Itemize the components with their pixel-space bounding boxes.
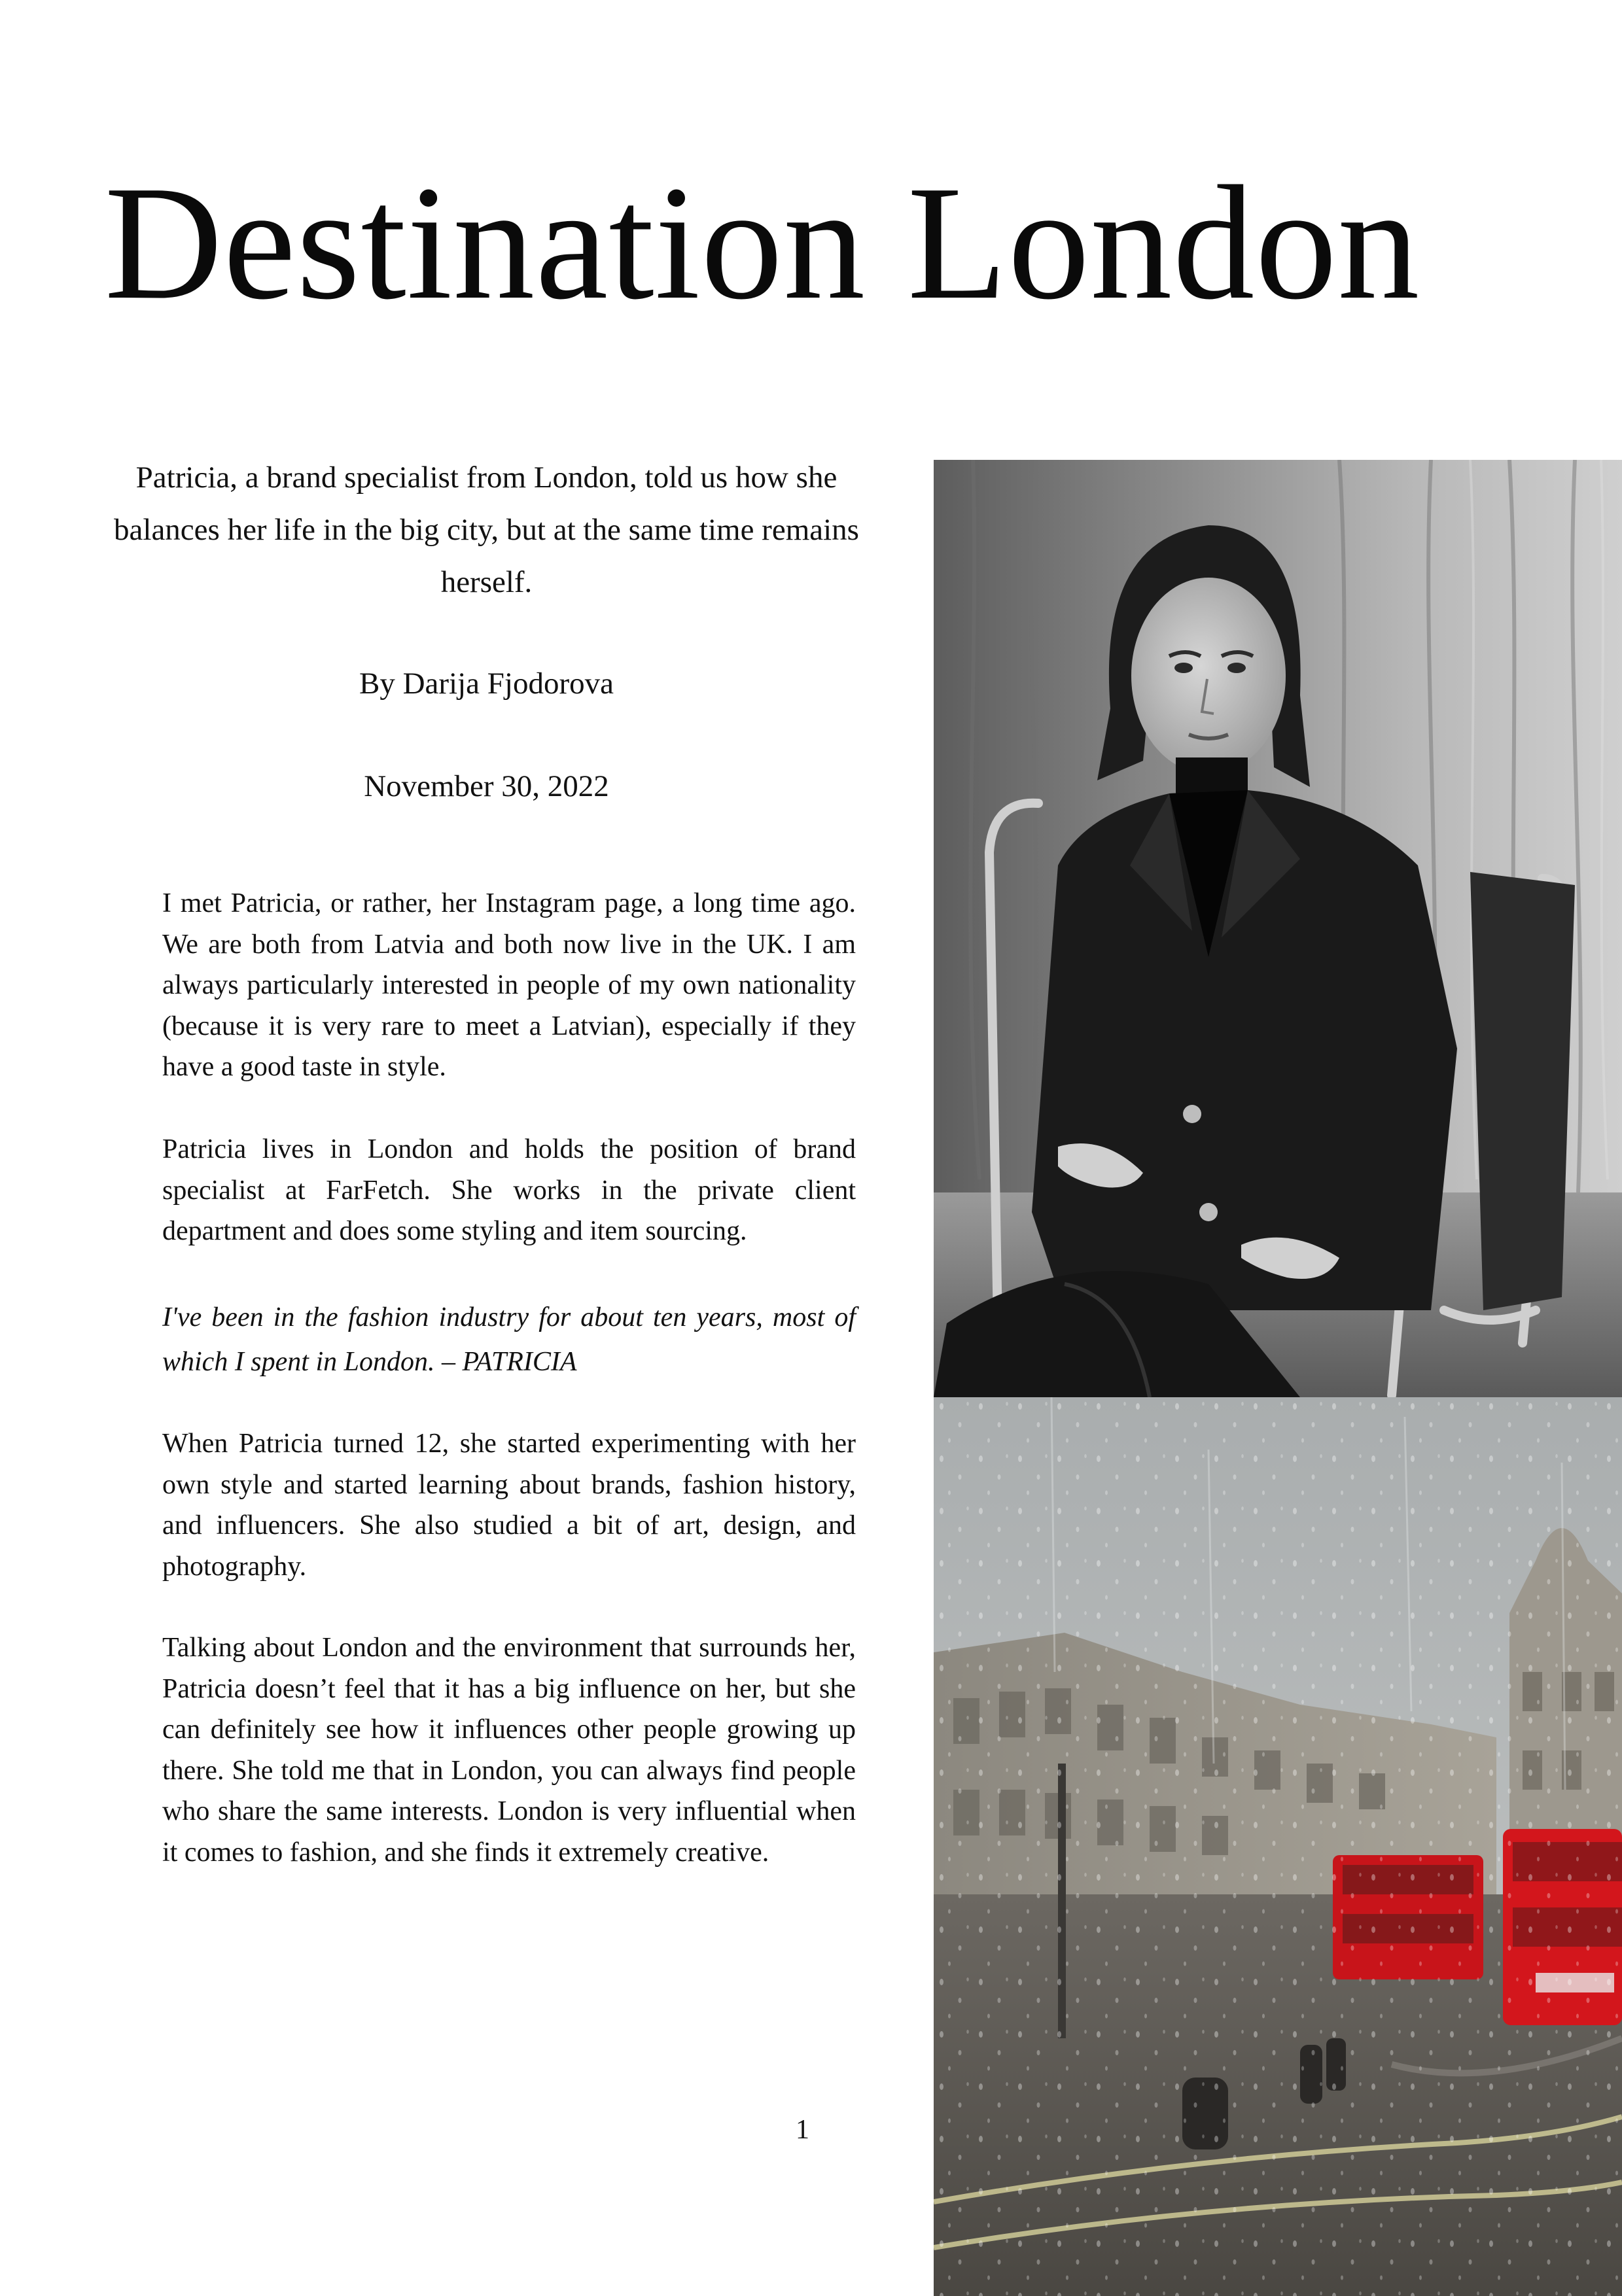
portrait-photo-illustration xyxy=(934,460,1622,1397)
body-paragraph: When Patricia turned 12, she started experimenting with her own style and started learning about brands, fashion history, and influencers. She also studied a bit of art, design, and photography. xyxy=(162,1429,856,1582)
pull-quote: I've been in the fashion industry for about ten years, most of which I spent in London. – PATRICIA xyxy=(162,1302,856,1377)
portrait-photo xyxy=(934,460,1622,1397)
page-title: Destination London xyxy=(104,152,1420,334)
body-paragraph: Patricia lives in London and holds the position of brand specialist at FarFetch. She works in the private client department and does some styling and item sourcing. xyxy=(162,1134,856,1246)
body-paragraph: I met Patricia, or rather, her Instagram page, a long time ago. We are both from Latvia and both now live in the UK. I am always particularly interested in people of my own nationality (because it is very rare to meet a Latvian), especially if they have a good taste in style. xyxy=(162,888,856,1082)
street-photo-illustration xyxy=(934,1397,1622,2296)
article-date: November 30, 2022 xyxy=(364,769,609,803)
body-paragraph: Talking about London and the environment that surrounds her, Patricia doesn’t feel that it has a big influence on her, but she can definitely see how it influences other people growing up there. She told me that in London, you can always find people who share the same interests. London is very influential when it comes to fashion, and she finds it extremely creative. xyxy=(162,1633,856,1868)
article-dek: Patricia, a brand specialist from London, told us how she balances her life in the big city, but at the same time remains herself. xyxy=(114,461,859,599)
page-number: 1 xyxy=(796,2115,809,2145)
article-byline: By Darija Fjodorova xyxy=(359,667,614,701)
street-photo xyxy=(934,1397,1622,2296)
